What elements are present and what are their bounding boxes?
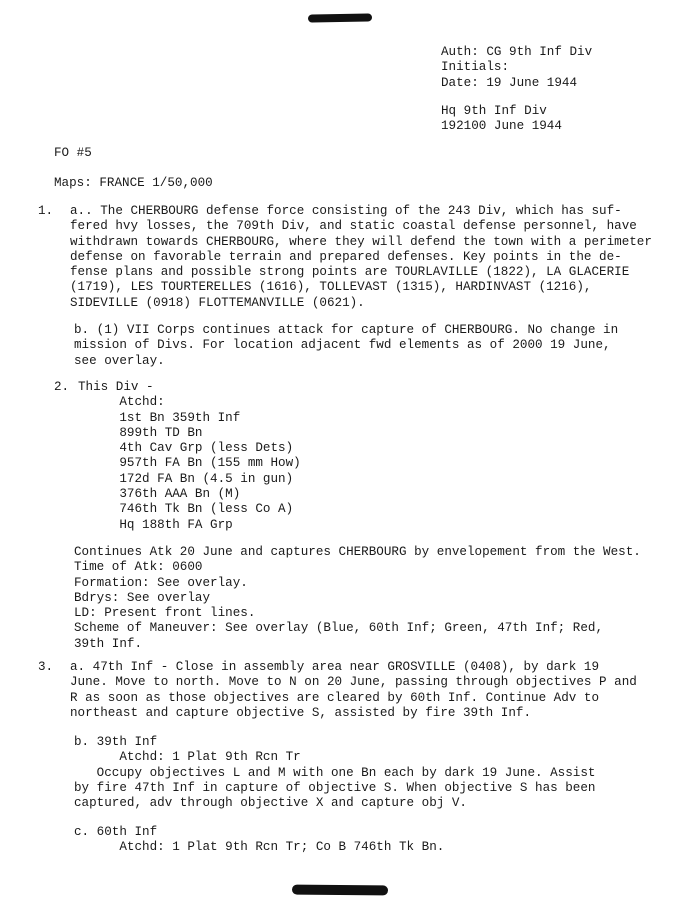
para2-title-line — [54, 380, 301, 395]
attached-unit-line-0: Atchd: — [74, 395, 165, 410]
para1-b-line-1: mission of Divs. For location adjacent fwd elements as of 2000 19 June, — [74, 338, 611, 353]
paragraph-2-mission — [74, 545, 641, 652]
paragraph-3b — [74, 735, 595, 811]
authentication-block — [441, 45, 592, 91]
para1-a-line-0: 1. a.. The CHERBOURG defense force consisting of the 243 Div, which has suf- — [38, 204, 622, 218]
auth-line: Auth: CG 9th Inf Div — [441, 45, 593, 59]
classification-marking-bottom — [292, 885, 388, 896]
attached-unit-line-3: 4th Cav Grp (less Dets) — [74, 441, 294, 456]
para1-a-line-5: (1719), LES TOURTERELLES (1616), TOLLEVAST (1315), HARDINVAST (1216), — [70, 280, 592, 295]
attached-unit-line-1: 1st Bn 359th Inf — [74, 410, 241, 425]
attached-unit-line-2: 899th TD Bn — [74, 425, 203, 440]
dtg-line: 192100 June 1944 — [441, 119, 562, 134]
classification-marking-top — [308, 13, 372, 22]
maps-line: Maps: FRANCE 1/50,000 — [54, 176, 213, 190]
para2-mission-line-6: 39th Inf. — [74, 636, 143, 651]
para3-c-line-0: c. 60th Inf — [74, 825, 158, 839]
para1-a-line-2: withdrawn towards CHERBOURG, where they will defend the town with a perimeter — [70, 234, 652, 249]
para1-a-line-3: defense on favorable terrain and prepared defenses. Key points in the de- — [70, 249, 622, 264]
para2-mission-line-5: Scheme of Maneuver: See overlay (Blue, 60th Inf; Green, 47th Inf; Red, — [74, 621, 604, 636]
attached-unit-line-4: 957th FA Bn (155 mm How) — [74, 456, 301, 471]
attached-unit-line-7: 746th Tk Bn (less Co A) — [74, 502, 294, 517]
para1-a-line-1: fered hvy losses, the 709th Div, and static coastal defense personnel, have — [70, 219, 637, 234]
para1-b-line-0: b. (1) VII Corps continues attack for capture of CHERBOURG. No change in — [74, 323, 619, 337]
para3-b-line-3: by fire 47th Inf in capture of objective S. When objective S has been — [74, 780, 596, 795]
para3-b-line-4: captured, adv through objective X and capture obj V. — [74, 796, 467, 811]
para3-number: 3. — [38, 660, 54, 674]
para2-mission-line-3: Bdrys: See overlay — [74, 590, 211, 605]
date-line: Date: 19 June 1944 — [441, 75, 578, 90]
para3-b-line-2: Occupy objectives L and M with one Bn each by dark 19 June. Assist — [74, 765, 596, 780]
para3-a-line-0: 3. a. 47th Inf - Close in assembly area near GROSVILLE (0408), by dark 19 — [38, 660, 600, 674]
field-order-number: FO #5 — [54, 146, 92, 160]
para1-a-line-4: fense plans and possible strong points are TOURLAVILLE (1822), LA GLACERIE — [70, 265, 630, 280]
paragraph-1 — [38, 204, 652, 311]
para2-mission-line-0: Continues Atk 20 June and captures CHERBOURG by envelopement from the West. — [74, 545, 641, 559]
para3-b-line-0: b. 39th Inf — [74, 735, 158, 749]
paragraph-3 — [38, 660, 637, 721]
paragraph-3c — [74, 825, 444, 856]
attached-unit-line-5: 172d FA Bn (4.5 in gun) — [74, 471, 294, 486]
para2-mission-line-2: Formation: See overlay. — [74, 575, 248, 590]
paragraph-1b — [74, 323, 618, 369]
para2-mission-line-1: Time of Atk: 0600 — [74, 560, 203, 575]
attached-unit-line-8: Hq 188th FA Grp — [74, 517, 233, 532]
para3-c-line-1: Atchd: 1 Plat 9th Rcn Tr; Co B 746th Tk Bn. — [74, 840, 445, 855]
para3-a-line-1: June. Move to north. Move to N on 20 June, passing through objectives P and — [70, 675, 637, 690]
para1-b-line-2: see overlay. — [74, 353, 165, 368]
para3-b-line-1: Atchd: 1 Plat 9th Rcn Tr — [74, 750, 301, 765]
hq-line: Hq 9th Inf Div — [441, 104, 547, 118]
para2-title: This Div - — [78, 380, 154, 394]
para2-mission-line-4: LD: Present front lines. — [74, 606, 256, 621]
initials-line: Initials: — [441, 60, 510, 75]
paragraph-2 — [54, 380, 301, 533]
para1-a-line-6: SIDEVILLE (0918) FLOTTEMANVILLE (0621). — [70, 295, 365, 310]
para1-number: 1. — [38, 204, 54, 218]
para3-a-line-2: R as soon as those objectives are cleared by 60th Inf. Continue Adv to — [70, 690, 600, 705]
para3-a-line-3: northeast and capture objective S, assisted by fire 39th Inf. — [70, 705, 532, 720]
para2-number: 2. — [54, 380, 70, 394]
attached-unit-line-6: 376th AAA Bn (M) — [74, 487, 241, 502]
headquarters-block — [441, 104, 562, 135]
